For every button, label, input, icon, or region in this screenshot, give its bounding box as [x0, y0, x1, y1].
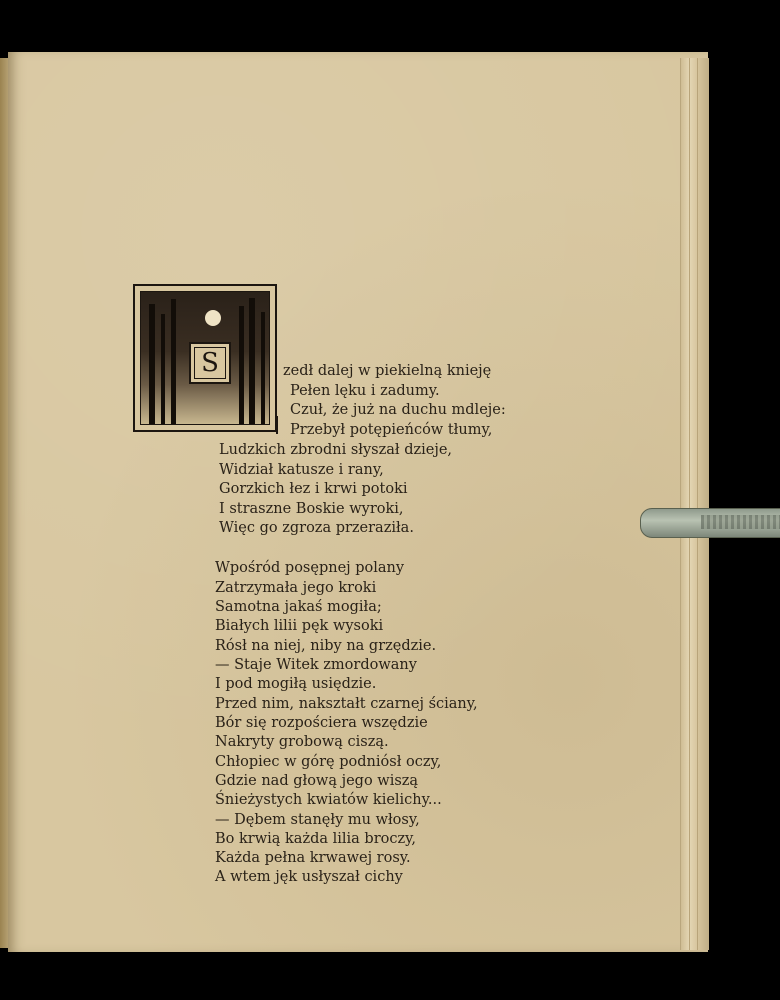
- drop-cap-letter: S: [201, 348, 219, 378]
- poem-line: Zatrzymała jego kroki: [215, 580, 377, 596]
- poem-line: Każda pełna krwawej rosy.: [215, 850, 411, 866]
- poem-line: Chłopiec w górę podniósł oczy,: [215, 754, 442, 770]
- poem-line: Gdzie nad głową jego wiszą: [215, 773, 419, 789]
- drop-cap-box: [189, 342, 231, 384]
- poem-line: — Staje Witek zmordowany: [215, 657, 417, 673]
- poem-line: Białych lilii pęk wysoki: [215, 618, 384, 634]
- poem-line: Ludzkich zbrodni słyszał dzieje,: [219, 442, 453, 458]
- poem-line: Bór się rozpościera wszędzie: [215, 715, 428, 731]
- poem-line: Wpośród posępnej polany: [215, 560, 405, 576]
- bookmark-ribbon: [640, 508, 780, 538]
- poem-line: zedł dalej w piekielną knieję: [283, 363, 492, 379]
- poem-line: Czuł, że już na duchu mdleje:: [290, 402, 506, 418]
- poem-line: I pod mogiłą usiędzie.: [215, 676, 377, 692]
- poem-line: A wtem jęk usłyszał cichy: [215, 869, 403, 885]
- poem-line: Gorzkich łez i krwi potoki: [219, 481, 408, 497]
- poem-line: Rósł na niej, niby na grzędzie.: [215, 638, 437, 654]
- poem-line: — Dębem stanęły mu włosy,: [215, 812, 420, 828]
- poem-line: I straszne Boskie wyroki,: [219, 501, 404, 517]
- poem-line: Samotna jakaś mogiła;: [215, 599, 382, 615]
- drop-cap-illustration: [133, 284, 277, 432]
- poem-line: Widział katusze i rany,: [219, 462, 384, 478]
- page-edges: [680, 58, 709, 950]
- poem-line: Przed nim, nakształt czarnej ściany,: [215, 696, 478, 712]
- poem-line: Nakryty grobową ciszą.: [215, 734, 389, 750]
- poem-line: Pełen lęku i zadumy.: [290, 383, 440, 399]
- drop-cap-rule: [276, 416, 278, 434]
- forest-vignette: [140, 291, 270, 425]
- moon-icon: [205, 310, 221, 326]
- poem-line: Więc go zgroza przeraziła.: [219, 520, 414, 536]
- poem-line: Bo krwią każda lilia broczy,: [215, 831, 417, 847]
- poem-line: Przebył potępieńców tłumy,: [290, 422, 493, 438]
- poem-line: Śnieżystych kwiatów kielichy...: [215, 792, 442, 808]
